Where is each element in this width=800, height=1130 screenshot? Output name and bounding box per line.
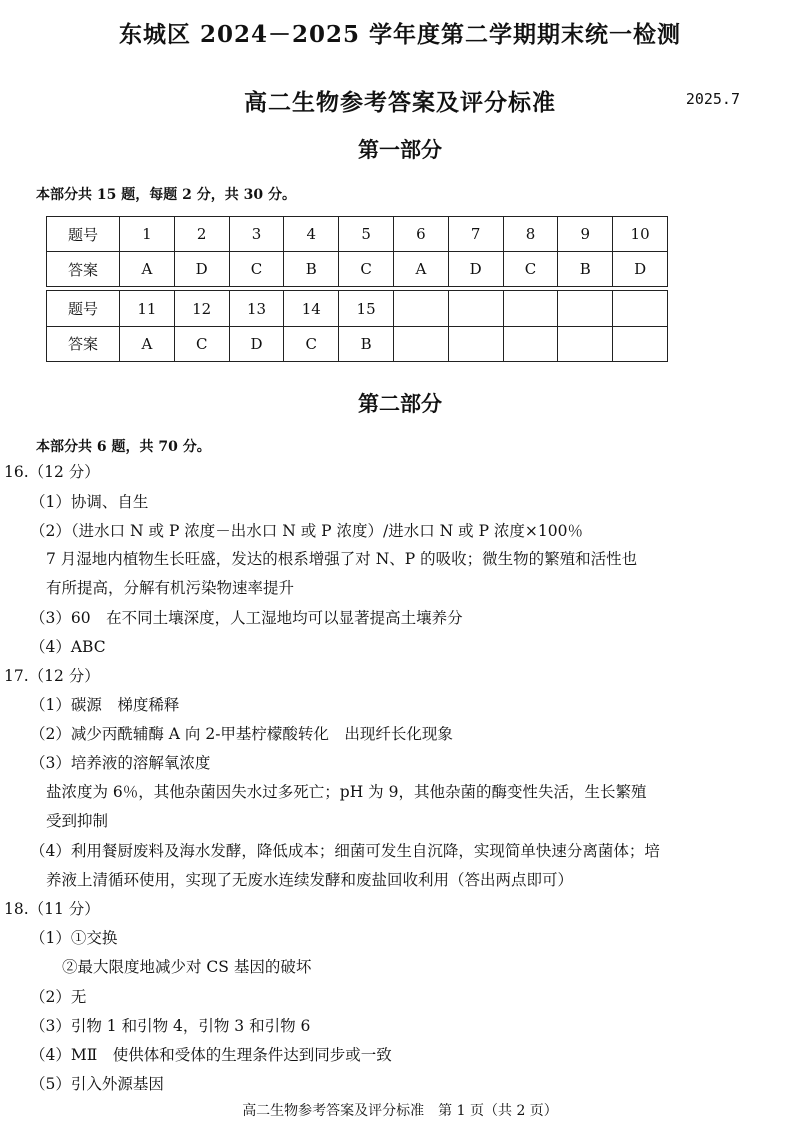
table-cell: 8 [503,217,558,252]
answer-table [46,216,668,362]
question-16-header: 16.（12 分） [4,463,100,481]
table-cell [393,326,448,361]
table-cell: 9 [558,217,613,252]
question-17-header: 17.（12 分） [4,667,100,685]
table-cell [558,326,613,361]
part1-title: 第一部分 [358,137,442,162]
answer-line: 盐浓度为 6％，其他杂菌因失水过多死亡；pH 为 9，其他杂菌的酶变性失活，生长繁殖 [46,783,647,801]
answer-line: 养液上清循环使用，实现了无废水连续发酵和废盐回收利用（答出两点即可） [46,871,574,889]
table-cell: 15 [339,291,394,326]
table-cell: D [448,252,503,287]
table-cell: 4 [284,217,339,252]
table-cell: B [284,252,339,287]
table-cell: D [174,252,229,287]
answer-line: 7 月湿地内植物生长旺盛，发达的根系增强了对 N、P 的吸收；微生物的繁殖和活性也 [46,550,638,568]
table-cell: 11 [120,291,175,326]
table-cell: 2 [174,217,229,252]
answer-line: （4）MⅡ 使供体和受体的生理条件达到同步或一致 [30,1046,392,1064]
answer-line: （2）减少丙酰辅酶 A 向 2-甲基柠檬酸转化 出现纤长化现象 [30,725,453,743]
table-cell: 6 [393,217,448,252]
table-cell: 10 [613,217,668,252]
table-cell: 7 [448,217,503,252]
answer-line: （4）利用餐厨废料及海水发酵，降低成本；细菌可发生自沉降，实现简单快速分离菌体；培 [30,842,660,860]
table-cell: 12 [174,291,229,326]
answer-line: ②最大限度地减少对 CS 基因的破坏 [62,958,312,976]
table-cell [393,291,448,326]
answer-line: （3）60 在不同土壤深度，人工湿地均可以显著提高土壤养分 [30,609,463,627]
table-cell: D [613,252,668,287]
table-cell: C [229,252,284,287]
answer-line: 受到抑制 [46,812,109,830]
part1-note: 本部分共 15 题，每题 2 分，共 30 分。 [36,187,296,203]
table-cell: C [174,326,229,361]
table-cell [448,326,503,361]
table-cell: A [120,326,175,361]
table-cell: 14 [284,291,339,326]
table-cell: 13 [229,291,284,326]
document-date: 2025.7 [685,90,740,108]
table-row-numbers-b [47,291,668,326]
row-label-question: 题号 [47,217,120,252]
table-cell: B [558,252,613,287]
table-row-answers-a [47,252,668,287]
table-cell: C [339,252,394,287]
part2-title: 第二部分 [358,391,442,416]
table-row-answers-b [47,326,668,361]
table-cell [613,326,668,361]
question-18-header: 18.（11 分） [4,900,100,918]
answer-line: （1）碳源 梯度稀释 [30,696,180,714]
table-cell [503,326,558,361]
page-footer: 高二生物参考答案及评分标准 第 1 页（共 2 页） [242,1103,558,1119]
table-cell [448,291,503,326]
answer-line: （5）引入外源基因 [30,1075,164,1093]
table-cell: A [120,252,175,287]
document-title: 东城区 2024－2025 学年度第二学期期末统一检测 [118,21,682,48]
answer-line: （2）无 [30,988,87,1006]
table-cell: C [503,252,558,287]
document-subtitle: 高二生物参考答案及评分标准 [244,89,556,116]
table-cell: 5 [339,217,394,252]
table-cell [613,291,668,326]
answer-line: （4）ABC [30,638,106,656]
row-label-answer: 答案 [47,326,120,361]
table-cell [503,291,558,326]
answer-line: 有所提高，分解有机污染物速率提升 [46,579,295,597]
table-cell: 3 [229,217,284,252]
table-cell: B [339,326,394,361]
part2-note: 本部分共 6 题，共 70 分。 [36,439,211,455]
row-label-question: 题号 [47,291,120,326]
table-cell: C [284,326,339,361]
table-cell: D [229,326,284,361]
row-label-answer: 答案 [47,252,120,287]
answer-line: （1）①交换 [30,929,118,947]
table-cell: 1 [120,217,175,252]
answer-line: （3）培养液的溶解氧浓度 [30,754,211,772]
table-cell: A [393,252,448,287]
table-row-numbers-a [47,217,668,252]
answer-line: （2）（进水口 N 或 P 浓度－出水口 N 或 P 浓度）/进水口 N 或 P 浓度×100％ [30,522,584,540]
table-cell [558,291,613,326]
answer-line: （1）协调、自生 [30,493,149,511]
answer-line: （3）引物 1 和引物 4，引物 3 和引物 6 [30,1017,311,1035]
